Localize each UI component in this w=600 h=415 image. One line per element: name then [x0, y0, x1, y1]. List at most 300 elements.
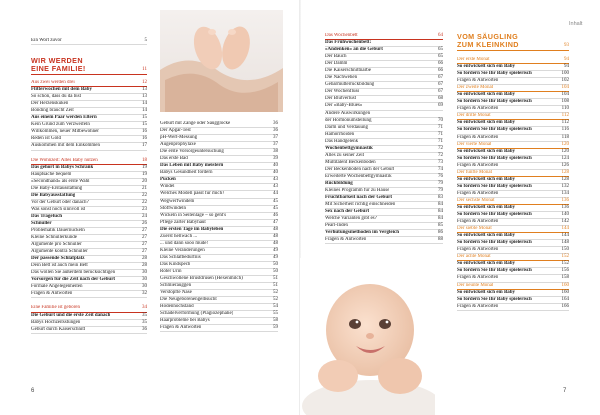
- toc-entry-title: Der Wochenfluss: [325, 89, 360, 95]
- toc-entry: [325, 111, 443, 118]
- toc-entry: [325, 181, 443, 188]
- toc-entry-title: Der zweite Monat: [457, 85, 494, 91]
- toc-entry-page: 36: [273, 128, 278, 134]
- toc-entry-page: 152: [561, 254, 569, 260]
- toc-entry: [160, 149, 278, 156]
- toc-entry: [325, 96, 443, 103]
- toc-entry-title: Argumente pro Schnuller: [31, 242, 82, 248]
- toc-entry-title: Was sonst noch sinnvoll ist: [31, 206, 86, 212]
- toc-entry-title: So entwickelt sich ein Baby: [457, 233, 516, 239]
- toc-entry-title: Bonding braucht Zeit: [31, 108, 74, 114]
- toc-entry-title: Alles zu seiner Zeit: [325, 152, 365, 158]
- toc-entry-page: 112: [561, 113, 569, 119]
- toc-entry: [325, 89, 443, 96]
- toc-entry: [160, 220, 278, 227]
- toc-entry: [31, 291, 147, 298]
- toc-section-heading: [31, 305, 147, 312]
- toc-entry-page: 44: [273, 191, 278, 197]
- toc-entry-title: Der fünfte Monat: [457, 169, 492, 175]
- toc-entry-page: 22: [142, 192, 147, 198]
- toc-entry-title: Babys Gesundheit fördern: [160, 170, 213, 176]
- toc-entry-title: Wegwerfwindeln: [160, 198, 195, 204]
- toc-entry-title: Reden ist Gold: [31, 136, 61, 142]
- toc-entry-page: 120: [561, 148, 569, 154]
- toc-entry: [457, 177, 569, 184]
- toc-entry-title: So fördern Sie Ihr Baby spielerisch: [457, 268, 532, 274]
- toc-entry: [160, 156, 278, 163]
- toc-entry: [160, 121, 278, 128]
- toc-entry: [160, 177, 278, 184]
- toc-entry-title: Wochenbettgymnastik: [325, 145, 373, 151]
- photo-baby-feet: [160, 10, 283, 112]
- toc-entry-title: Vorsorgen für die Zeit nach der Geburt: [31, 277, 116, 283]
- toc-entry-page: 45: [273, 198, 278, 204]
- toc-entry-title: Das Leben mit Baby meistern: [160, 163, 224, 169]
- toc-entry-page: 14: [142, 108, 147, 114]
- toc-entry: [31, 313, 147, 320]
- page-number-left: 6: [31, 388, 35, 394]
- chapter-block-6: [457, 57, 569, 311]
- toc-entry: [31, 115, 147, 122]
- toc-entry-page: 67: [438, 75, 443, 81]
- toc-entry-title: Fragen & Antworten: [457, 190, 499, 196]
- toc-entry-page: 17: [142, 143, 147, 149]
- part-heading-line-2: EINE FAMILIE!: [31, 64, 86, 74]
- toc-section-heading: [325, 33, 443, 40]
- toc-entry: [31, 214, 147, 221]
- toc-entry-page: 136: [561, 197, 569, 203]
- toc-entry-title: Rückbildung: [325, 180, 353, 186]
- toc-entry: [160, 227, 278, 234]
- toc-entry: [160, 234, 278, 241]
- toc-entry-page: 144: [561, 226, 569, 232]
- chapter-block-3: [31, 305, 147, 333]
- toc-entry: [325, 61, 443, 68]
- toc-entry-page: 88: [438, 237, 443, 243]
- toc-entry-title: Die Baby-Erstausstattung: [31, 185, 83, 191]
- toc-entry-title: Windel: [160, 184, 175, 190]
- toc-entry: [325, 174, 443, 181]
- toc-entry-page: 70: [438, 117, 443, 123]
- toc-entry-page: 5: [144, 38, 147, 43]
- toc-entry-title: Fragen & Antworten: [457, 247, 499, 253]
- toc-entry-page: 52: [273, 297, 278, 303]
- toc-entry: [160, 297, 278, 304]
- toc-entry: [325, 223, 443, 230]
- toc-entry-title: Der Beckenboden nach der Geburt: [325, 166, 395, 172]
- toc-entry: [457, 99, 569, 106]
- toc-entry-page: 148: [561, 240, 569, 246]
- toc-entry-title: So schön, dass du da bist: [31, 94, 81, 100]
- toc-entry: [160, 184, 278, 191]
- toc-entry: [457, 120, 569, 127]
- toc-entry-page: 13: [142, 94, 147, 100]
- toc-entry-page: 36: [273, 121, 278, 126]
- toc-entry-page: 73: [438, 159, 443, 165]
- toc-entry-title: Das erste Bad: [160, 156, 188, 162]
- toc-entry: [160, 163, 278, 170]
- toc-entry-title: Schmierauggen: [160, 283, 192, 289]
- toc-entry-title: Flitterwochen mit dem Baby: [31, 87, 92, 93]
- toc-entry-title: Dein Bett ist auch mein Bett: [31, 263, 88, 269]
- toc-entry-page: 104: [561, 85, 569, 91]
- toc-entry-title: So fördern Sie Ihr Baby spielerisch: [457, 183, 532, 189]
- toc-entry: [31, 101, 147, 108]
- toc-entry: [31, 242, 147, 249]
- toc-entry-title: Der achte Monat: [457, 254, 491, 260]
- part-heading-page: 11: [142, 67, 147, 72]
- toc-entry-title: «Andenken» an die Geburt: [325, 47, 383, 53]
- toc-entry: [160, 304, 278, 311]
- toc-entry: [31, 129, 147, 136]
- toc-entry: [31, 87, 147, 94]
- toc-entry-page: 43: [273, 184, 278, 190]
- toc-section-heading: [457, 283, 569, 290]
- toc-entry-title: Der Herzensküken: [31, 101, 69, 107]
- toc-entry: [457, 127, 569, 134]
- toc-entry-page: 30: [142, 270, 147, 276]
- toc-entry: [325, 153, 443, 160]
- toc-entry-title: Der Apgar-Test: [160, 128, 191, 134]
- toc-entry-page: 12: [142, 80, 147, 86]
- chapter-block-1: [31, 80, 147, 150]
- toc-entry-title: Welches Modell passt für mich?: [160, 191, 225, 197]
- running-head: Inhalt: [569, 21, 583, 27]
- toc-entry: [31, 270, 147, 277]
- toc-entry-page: 34: [142, 305, 147, 311]
- toc-entry: [325, 230, 443, 237]
- toc-entry-title: So fördern Sie Ihr Baby spielerisch: [457, 212, 532, 218]
- toc-entry-page: 79: [438, 188, 443, 194]
- toc-entry-title: Willkommen, neuer Mitbewohner: [31, 129, 99, 135]
- toc-entry-title: Das Tragetuch: [31, 213, 63, 219]
- toc-entry-title: Der passende Schlafplatz: [31, 256, 85, 262]
- toc-entry: [325, 195, 443, 202]
- toc-entry: [457, 64, 569, 71]
- toc-entry: [325, 139, 443, 146]
- toc-section-heading: [31, 158, 147, 165]
- toc-entry-page: 132: [561, 183, 569, 189]
- toc-entry: [457, 268, 569, 275]
- toc-entry-title: Hauptsache bequem: [31, 171, 72, 177]
- toc-entry-page: 19: [142, 164, 147, 170]
- toc-entry-title: Fruchtbarkeit nach der Geburt: [325, 195, 392, 201]
- toc-entry: [160, 255, 278, 262]
- photo-smiling-baby: [300, 258, 435, 415]
- toc-entry-page: 68: [438, 96, 443, 102]
- toc-entry-page: 72: [438, 152, 443, 158]
- toc-entry-title: Augenprophylaxe: [160, 142, 196, 148]
- toc-entry: [160, 206, 278, 213]
- toc-entry-title: Fragen & Antworten: [457, 275, 499, 281]
- toc-entry: [325, 75, 443, 82]
- toc-entry-title: So entwickelt sich ein Baby: [457, 120, 516, 126]
- toc-entry-title: Wickeln in Seitenlage – so geht's: [160, 212, 227, 218]
- toc-entry-page: 102: [561, 78, 569, 84]
- toc-entry-title: So fördern Sie Ihr Baby spielerisch: [457, 155, 532, 161]
- toc-entry-page: 51: [273, 283, 278, 289]
- toc-entry-page: 128: [561, 169, 569, 175]
- toc-entry: [457, 290, 569, 297]
- toc-entry-page: 150: [561, 247, 569, 253]
- toc-entry: [160, 241, 278, 248]
- toc-entry-page: 19: [142, 171, 147, 177]
- toc-entry-page: 84: [438, 202, 443, 208]
- toc-entry-title: Die Neugeborenengelbsucht: [160, 297, 217, 303]
- toc-entry: [325, 160, 443, 167]
- toc-entry: [457, 163, 569, 170]
- toc-entry-page: 15: [142, 115, 147, 121]
- toc-entry-title: Das Schlafbedürfnis: [160, 254, 201, 260]
- toc-entry-page: 66: [438, 68, 443, 74]
- toc-entry-title: Fragen & Antworten: [457, 106, 499, 112]
- toc-entry-title: Problematik Dauernuckeln: [31, 227, 85, 233]
- toc-entry-page: 18: [142, 157, 147, 163]
- toc-entry-title: Mit Sicherheit richtig einschneiden: [325, 202, 396, 208]
- toc-entry-page: 84: [438, 209, 443, 215]
- toc-entry: [160, 290, 278, 297]
- toc-entry-page: 100: [561, 71, 569, 77]
- toc-entry-title: Babys Hochzeitsstungen: [31, 319, 81, 325]
- toc-entry-title: Ein Wort zuvor: [31, 38, 62, 43]
- toc-entry-page: 74: [438, 166, 443, 172]
- toc-entry: [457, 191, 569, 198]
- toc-entry-title: Der siebte Monat: [457, 226, 492, 232]
- part-heading-page: 93: [564, 42, 569, 48]
- toc-entry: [457, 219, 569, 226]
- toc-entry-title: «Secondhand» als erste Wahl: [31, 178, 90, 184]
- toc-entry-title: Vor der Geburt oder danach?: [31, 199, 89, 205]
- toc-entry: [160, 283, 278, 290]
- toc-entry-title: Haarprobleme bei Babys: [160, 318, 210, 324]
- toc-entry-title: So fördern Sie Ihr Baby spielerisch: [457, 127, 532, 133]
- toc-section-heading: [457, 170, 569, 177]
- toc-entry: [325, 54, 443, 61]
- toc-entry: [31, 186, 147, 193]
- toc-entry-page: 47: [273, 219, 278, 225]
- toc-entry-page: 104: [561, 92, 569, 98]
- toc-entry-title: Zuerst hellwach ...: [160, 233, 198, 239]
- toc-entry: [457, 135, 569, 142]
- part-heading-infant: [457, 33, 569, 51]
- toc-entry-page: 94: [564, 57, 569, 62]
- toc-entry: [160, 170, 278, 177]
- toc-entry-page: 65: [438, 47, 443, 53]
- toc-entry: [160, 318, 278, 325]
- page-number-right: 7: [563, 388, 567, 394]
- toc-entry-page: 35: [142, 319, 147, 325]
- toc-section-heading: [457, 226, 569, 233]
- toc-entry-page: 156: [561, 268, 569, 274]
- toc-entry-page: 79: [438, 180, 443, 186]
- toc-entry-page: 27: [142, 242, 147, 248]
- part-heading-line-1: WIR WERDEN: [31, 56, 83, 66]
- toc-entry-title: Die Wohnzeit: Alles Baby nutzen: [31, 157, 98, 163]
- toc-entry: [457, 247, 569, 254]
- toc-entry-page: 48: [273, 226, 278, 232]
- toc-entry-title: So entwickelt sich ein Baby: [457, 176, 516, 182]
- toc-entry-title: Pucken: [160, 177, 176, 183]
- toc-entry-title: Das gehört in Babys Schrank: [31, 164, 94, 170]
- toc-entry-title: Argumente kontra Schnuller: [31, 249, 88, 255]
- toc-entry-page: 38: [273, 149, 278, 155]
- toc-entry-title: Geburt durch Kaiserschnitt: [31, 326, 86, 332]
- toc-entry-page: 83: [438, 195, 443, 201]
- toc-entry-title: Der vierte Monat: [457, 141, 492, 147]
- toc-entry-title: Erweiterte Wochenbettgymnastik: [325, 173, 392, 179]
- toc-entry-title: Welche Varianten gibt es?: [325, 216, 377, 222]
- toc-entry: [31, 179, 147, 186]
- toc-entry-page: 152: [561, 261, 569, 267]
- toc-entry-title: Fragen & Antworten: [457, 134, 499, 140]
- toc-entry-page: 13: [142, 87, 147, 93]
- toc-entry: [325, 202, 443, 209]
- toc-entry-page: 30: [142, 277, 147, 283]
- toc-entry-title: Fragen & Antworten: [457, 162, 499, 168]
- toc-entry: [31, 136, 147, 143]
- toc-entry-title: Verhütungsmethoden im Vergleich: [325, 230, 399, 236]
- toc-entry: [325, 68, 443, 75]
- toc-entry-page: 45: [273, 205, 278, 211]
- toc-entry-title: So entwickelt sich ein Baby: [457, 289, 516, 295]
- toc-entry: [31, 172, 147, 179]
- part-heading-line-1: VOM SÄUGLING: [457, 32, 519, 41]
- toc-entry-page: 27: [142, 227, 147, 233]
- toc-entry-page: 160: [561, 289, 569, 295]
- toc-entry: [160, 142, 278, 149]
- toc-entry-page: 22: [142, 199, 147, 205]
- toc-entry-page: 64: [438, 33, 443, 38]
- toc-entry-title: Die erste Vorsorgeuntersuchung: [160, 149, 224, 155]
- toc-entry-title: Der erste Monat: [457, 57, 490, 62]
- toc-entry-title: Geburt mit Zange oder Saugglocke: [160, 121, 231, 126]
- toc-entry-title: Das Wochenbett: [325, 33, 358, 38]
- toc-entry-title: der Hormonumstellung: [325, 117, 372, 123]
- toc-entry: [325, 146, 443, 153]
- toc-entry-page: 28: [142, 256, 147, 262]
- toc-entry-title: Die Kaiserschnittnarbe: [325, 68, 371, 74]
- toc-entry: [160, 135, 278, 142]
- toc-entry-title: Kleines Programm für zu Hause: [325, 188, 390, 194]
- toc-entry-title: Fragen & Antworten: [457, 219, 499, 225]
- chapter-block-4: [160, 121, 278, 332]
- toc-entry-page: 26: [142, 220, 147, 226]
- toc-entry-title: Kleine Schnullerkunde: [31, 235, 77, 241]
- toc-entry-page: 54: [273, 304, 278, 310]
- toc-entry: [325, 40, 443, 47]
- toc-entry-title: Der neunte Monat: [457, 282, 494, 288]
- toc-entry-page: 32: [142, 291, 147, 297]
- toc-entry-page: 134: [561, 190, 569, 196]
- toc-entry: [325, 132, 443, 139]
- toc-entry-page: 46: [273, 212, 278, 218]
- toc-entry: [160, 276, 278, 283]
- toc-entry: [457, 149, 569, 156]
- toc-section-heading: [457, 198, 569, 205]
- toc-entry-page: 67: [438, 89, 443, 95]
- toc-entry: [160, 191, 278, 198]
- toc-entry-title: Die Geburt und die erste Zeit danach: [31, 312, 111, 318]
- toc-entry-page: 16: [142, 129, 147, 135]
- toc-entry-title: So entwickelt sich ein Baby: [457, 92, 516, 98]
- toc-entry-title: Fragen & Antworten: [160, 325, 202, 331]
- toc-entry: [160, 248, 278, 255]
- toc-entry: [457, 261, 569, 268]
- toc-entry-page: 49: [273, 247, 278, 253]
- toc-entry-page: 55: [273, 311, 278, 317]
- toc-entry-title: So entwickelt sich ein Baby: [457, 261, 516, 267]
- toc-entry-page: 58: [273, 318, 278, 324]
- toc-entry-title: Das Frühwochenbett:: [325, 40, 372, 46]
- toc-entry-title: Das Handgelenk: [325, 138, 359, 144]
- toc-entry-title: So entwickelt sich ein Baby: [457, 64, 516, 70]
- toc-entry-page: 27: [142, 235, 147, 241]
- toc-entry-title: Die Nachwehen: [325, 75, 358, 81]
- toc-section-heading: [457, 85, 569, 92]
- toc-entry-title: Fragen & Antworten: [325, 237, 367, 243]
- toc-entry: [160, 262, 278, 269]
- toc-entry-page: 126: [561, 162, 569, 168]
- toc-entry: [31, 221, 147, 228]
- toc-entry-title: Eine Familie ist geboren: [31, 305, 81, 311]
- toc-entry-title: Gebärmutterrückbildung: [325, 82, 375, 88]
- toc-entry-title: So fördern Sie Ihr Baby spielerisch: [457, 99, 532, 105]
- toc-entry-title: Formale Angelegenheiten: [31, 284, 83, 290]
- toc-entry-title: Das Kindspech: [160, 261, 191, 267]
- toc-entry-page: 136: [561, 204, 569, 210]
- toc-entry: [457, 275, 569, 282]
- toc-entry-title: Pflege zarter Babyhaut: [160, 219, 206, 225]
- toc-entry: [325, 237, 443, 244]
- toc-entry-title: Fragen & Antworten: [457, 78, 499, 84]
- toc-entry: [31, 108, 147, 115]
- toc-entry-title: So entwickelt sich ein Baby: [457, 148, 516, 154]
- toc-entry-title: Verstopfte Nase: [160, 290, 192, 296]
- toc-entry-page: 140: [561, 212, 569, 218]
- toc-column-3: [325, 33, 443, 244]
- toc-entry-page: 24: [142, 213, 147, 219]
- toc-entry-title: Aus zwei werden drei: [31, 80, 75, 86]
- toc-entry-page: 23: [142, 206, 147, 212]
- toc-entry-title: Hämorrhoiden: [325, 131, 355, 137]
- toc-entry-page: 27: [142, 249, 147, 255]
- toc-entry-page: 128: [561, 176, 569, 182]
- toc-entry: [457, 92, 569, 99]
- toc-entry-page: 86: [438, 230, 443, 236]
- toc-entry-page: 76: [438, 173, 443, 179]
- toc-entry: [31, 38, 147, 45]
- toc-entry: [325, 188, 443, 195]
- toc-entry: [325, 209, 443, 216]
- toc-entry: [31, 327, 147, 334]
- toc-entry: [31, 277, 147, 284]
- chapter-block-2: [31, 158, 147, 299]
- toc-entry-title: Der sechste Monat: [457, 197, 495, 203]
- toc-section-heading: [457, 254, 569, 261]
- toc-entry: [31, 94, 147, 101]
- toc-entry-page: 164: [561, 296, 569, 302]
- toc-entry-page: 52: [273, 290, 278, 296]
- toc-entry-title: Kleine Veränderungen: [160, 247, 205, 253]
- toc-column-4: [457, 33, 569, 311]
- toc-entry-title: Aus einem Paar werden Eltern: [31, 115, 97, 121]
- toc-entry: [457, 106, 569, 113]
- toc-entry-title: Multitalent Beckenboden: [325, 159, 376, 165]
- toc-entry: [31, 235, 147, 242]
- toc-entry-title: Auskommen mit dem Einkommen: [31, 143, 101, 149]
- toc-entry-title: pH-Wert-Messung: [160, 135, 198, 141]
- toc-entry-page: 40: [273, 163, 278, 169]
